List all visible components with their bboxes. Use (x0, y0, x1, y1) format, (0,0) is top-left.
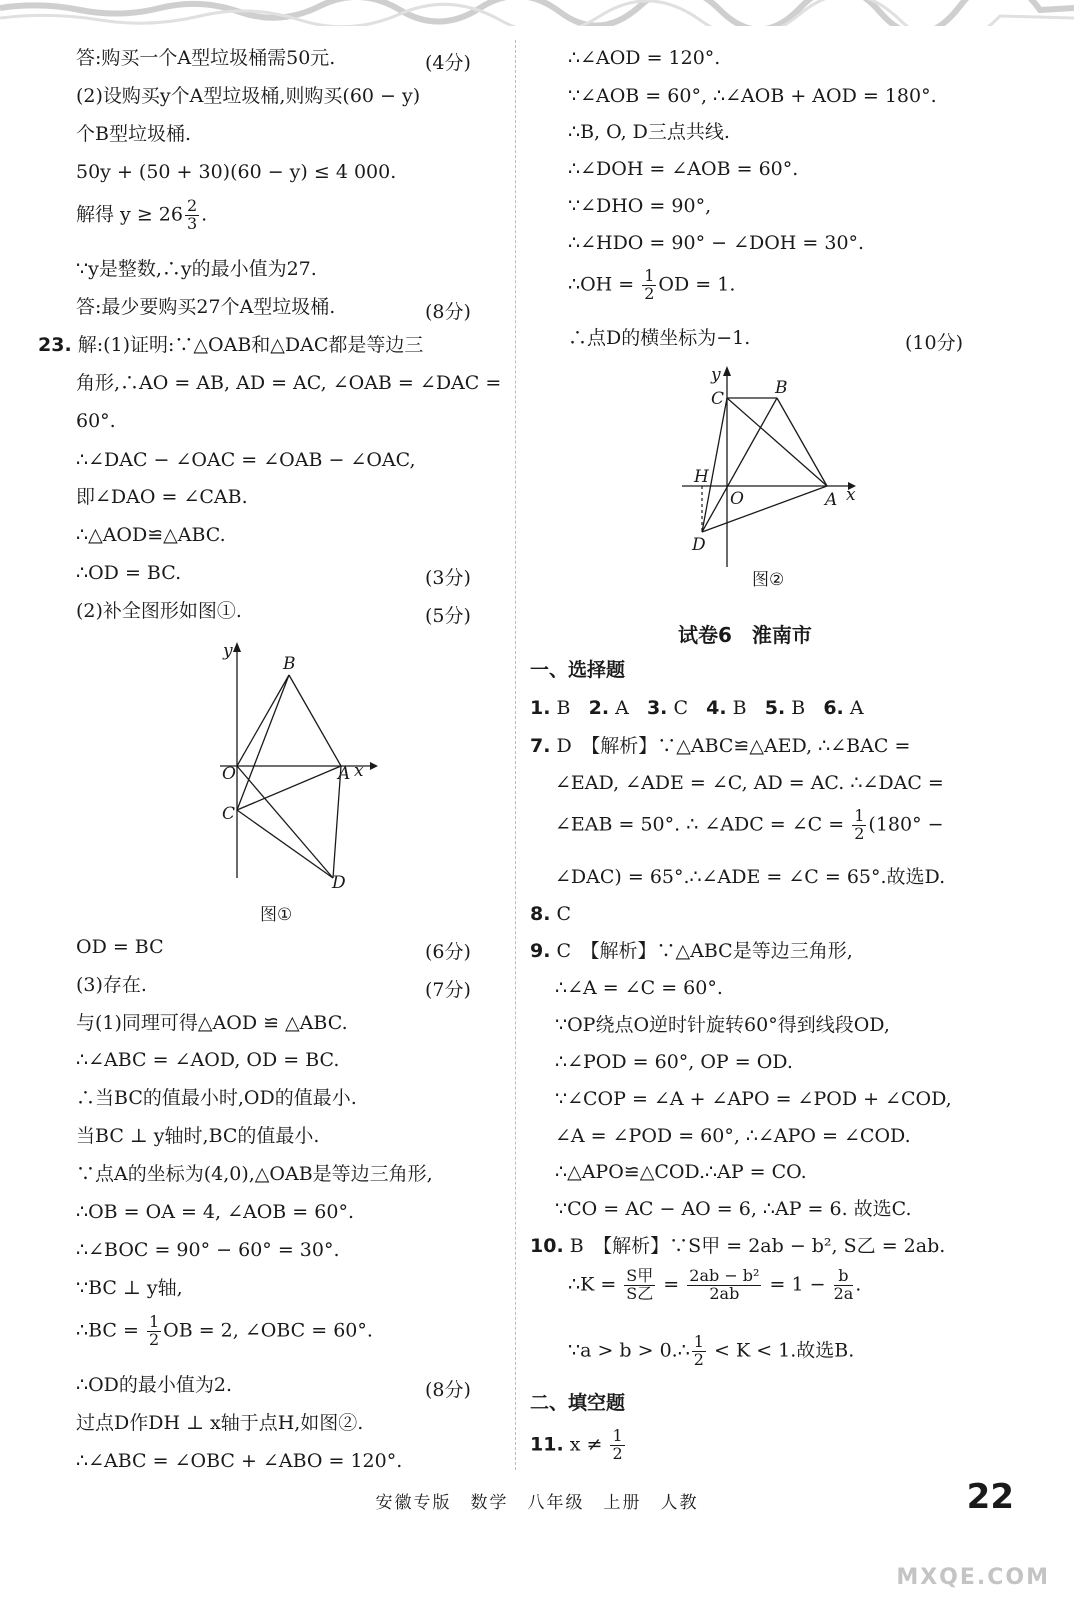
answer-choice: B (791, 697, 806, 719)
numerator: 1 (644, 266, 655, 285)
text-line: (2)设购买y个A型垃圾桶,则购买(60 − y) (76, 85, 421, 107)
text-line: ∴△APO≌△COD.∴AP = CO. (555, 1161, 807, 1183)
text-line: ∵∠DHO = 90°, (568, 195, 712, 217)
segment-CA (237, 766, 341, 810)
text-line: ∴OB = OA = 4, ∠AOB = 60°. (76, 1201, 354, 1223)
label-B: B (283, 654, 296, 674)
fraction (687, 1268, 761, 1303)
x-axis-arrow (370, 762, 378, 770)
label-x: x (846, 485, 856, 505)
label-C: C (222, 804, 236, 824)
fraction (610, 1428, 624, 1463)
part-heading: 一、选择题 (530, 659, 626, 681)
fraction (642, 268, 656, 303)
question-number: 2. (588, 697, 610, 719)
text-part: OB = 2, ∠OBC = 60°. (163, 1319, 373, 1342)
answer-choice: A (849, 697, 864, 719)
page-number: 22 (966, 1477, 1014, 1517)
text-line: ∵∠AOB = 60°, ∴∠AOB + AOD = 180°. (568, 85, 937, 107)
solution-end: . (201, 203, 208, 226)
text-line: 60°. (76, 410, 116, 432)
question-number: 9. (530, 940, 551, 962)
numerator: b (834, 1268, 854, 1286)
watermark-logo: MXQE.COM (896, 1565, 1050, 1590)
label-A: A (825, 490, 838, 510)
score-mark: (6分) (425, 941, 471, 963)
text-line: ∴B, O, D三点共线. (568, 121, 730, 143)
question-number: 1. (530, 697, 551, 719)
score-mark: (10分) (905, 332, 964, 354)
label-x: x (354, 761, 364, 781)
numerator: 1 (693, 1332, 704, 1351)
figure-2 (680, 362, 870, 572)
text-line: 当BC ⊥ y轴时,BC的值最小. (76, 1125, 320, 1147)
text-line: ∵y是整数,∴y的最小值为27. (76, 258, 317, 280)
question-number: 5. (764, 697, 786, 719)
text-line: (2)补全图形如图①. (76, 600, 242, 622)
score-mark: (8分) (425, 301, 471, 323)
y-axis-arrow (723, 366, 731, 376)
section-title: 试卷6 淮南市 (678, 623, 812, 647)
label-D: D (332, 873, 346, 893)
fraction-line (568, 268, 735, 303)
text-part: = (657, 1273, 686, 1296)
label-O: O (730, 489, 744, 509)
numerator: 2 (186, 196, 198, 215)
question-number: 23. (38, 334, 72, 356)
text-line: ∵∠COP = ∠A + ∠APO = ∠POD + ∠COD, (555, 1088, 952, 1110)
fraction (147, 1314, 161, 1349)
question-text: C 【解析】∵△ABC是等边三角形, (556, 940, 853, 962)
y-axis-arrow (233, 642, 241, 652)
question-text: D 【解析】∵△ABC≌△AED, ∴∠BAC = (556, 735, 911, 757)
text-line: ∠A = ∠POD = 60°, ∴∠APO = ∠COD. (555, 1125, 911, 1147)
denominator: 2a (833, 1283, 854, 1303)
segment-CA (727, 398, 827, 486)
text-line: ∵点A的坐标为(4,0),△OAB是等边三角形, (76, 1163, 433, 1185)
question-number: 3. (646, 697, 668, 719)
numerator: 1 (854, 806, 865, 825)
text-part: (180° − (868, 813, 944, 836)
text-line: 个B型垃圾桶. (76, 123, 192, 145)
text-part: . (855, 1273, 862, 1296)
denominator: 2 (612, 1443, 623, 1463)
denominator: 2 (693, 1349, 704, 1369)
text-line: ∵OP绕点O逆时针旋转60°得到线段OD, (555, 1014, 890, 1036)
text-line: OD = BC (76, 936, 164, 958)
label-O: O (222, 764, 236, 784)
text-line: ∠EAD, ∠ADE = ∠C, AD = AC. ∴∠DAC = (555, 772, 944, 794)
score-mark: (7分) (425, 979, 471, 1001)
answer-choice: C (673, 697, 688, 719)
segment-OB (237, 675, 289, 766)
fraction-line (555, 808, 944, 843)
figure-1 (210, 638, 380, 898)
label-A: A (338, 764, 351, 784)
label-y: y (711, 365, 721, 385)
score-mark: (5分) (425, 605, 471, 627)
denominator: 2 (148, 1329, 160, 1349)
text-line: ∴OD的最小值为2. (76, 1374, 233, 1396)
question-number: 4. (706, 697, 727, 719)
question-number: 10. (530, 1235, 564, 1257)
denominator: 2 (854, 823, 865, 843)
question-number: 7. (530, 735, 551, 757)
text-line: ∴当BC的值最小时,OD的值最小. (76, 1087, 357, 1109)
question-23 (38, 335, 423, 357)
text-line: 角形,∴AO = AB, AD = AC, ∠OAB = ∠DAC = (76, 372, 502, 394)
text-line: ∴∠ABC = ∠OBC + ∠ABO = 120°. (76, 1450, 403, 1472)
segment-OD (237, 766, 333, 878)
text-part: ∴K = (568, 1273, 623, 1296)
text-line: ∴∠A = ∠C = 60°. (555, 977, 723, 999)
text-line: 即∠DAO = ∠CAB. (76, 486, 248, 508)
label-C: C (711, 389, 725, 409)
text-line: 过点D作DH ⊥ x轴于点H,如图②. (76, 1412, 364, 1434)
segment-CD (237, 810, 333, 878)
text-line: ∵BC ⊥ y轴, (76, 1277, 183, 1299)
question-text: B 【解析】∵S甲 = 2ab − b², S乙 = 2ab. (569, 1235, 946, 1257)
text-line: ∴∠DOH = ∠AOB = 60°. (568, 158, 799, 180)
text-line: ∵CO = AC − AO = 6, ∴AP = 6. 故选C. (555, 1198, 912, 1220)
text-line: (3)存在. (76, 974, 147, 996)
segment-BA (289, 675, 341, 766)
label-B: B (775, 378, 788, 398)
denominator: 2 (644, 283, 655, 303)
segment-DA (702, 486, 827, 532)
question-8 (530, 904, 571, 926)
label-H: H (694, 467, 709, 487)
answer-choice: C (556, 903, 572, 925)
text-line: ∴∠BOC = 90° − 60° = 30°. (76, 1239, 340, 1261)
label-D: D (692, 535, 706, 555)
fraction (834, 1268, 854, 1303)
segment-BA (777, 398, 827, 486)
answer-line: 答:最少要购买27个A型垃圾桶. (76, 296, 336, 318)
fraction-line (76, 1314, 373, 1349)
text-line: ∴OD = BC. (76, 562, 182, 584)
top-decorative-band (0, 0, 1074, 26)
text-part: = 1 − (763, 1273, 832, 1296)
fraction-line (568, 1268, 861, 1303)
denominator: 3 (186, 213, 198, 233)
segment-BC (237, 675, 289, 810)
segment-BD (702, 398, 777, 532)
fraction (624, 1268, 655, 1303)
question-number: 6. (823, 697, 844, 719)
text-part: ∠EAB = 50°. ∴ ∠ADC = ∠C = (555, 813, 851, 836)
answer-row (530, 698, 864, 720)
text-part: x ≠ (569, 1433, 609, 1456)
fraction (185, 198, 199, 233)
text-line: ∴∠POD = 60°, OP = OD. (555, 1051, 793, 1073)
figure-1-caption: 图① (260, 905, 293, 925)
part-heading: 二、填空题 (530, 1392, 626, 1414)
score-mark: (3分) (425, 567, 471, 589)
question-number: 11. (530, 1433, 564, 1456)
text-line: ∴△AOD≌△ABC. (76, 524, 226, 546)
question-number: 8. (530, 903, 551, 925)
answer-choice: A (615, 697, 629, 719)
solution-text: 解得 y ≥ 26 (76, 203, 183, 226)
text-line: ∴∠HDO = 90° − ∠DOH = 30°. (568, 232, 865, 254)
segment-CD (702, 398, 727, 532)
text-part: ∵a > b > 0.∴ (568, 1339, 690, 1362)
answer-choice: B (732, 697, 747, 719)
label-y: y (223, 641, 233, 661)
answer-line: 答:购买一个A型垃圾桶需50元. (76, 47, 336, 69)
score-mark: (8分) (425, 1379, 471, 1401)
text-line: ∴∠ABC = ∠AOD, OD = BC. (76, 1049, 340, 1071)
answer-choice: B (556, 697, 571, 719)
numerator: S甲 (626, 1266, 654, 1285)
question-9 (530, 941, 853, 963)
text-part: < K < 1.故选B. (707, 1339, 855, 1362)
question-7 (530, 736, 910, 758)
fraction (852, 808, 866, 843)
figure-2-caption: 图② (752, 570, 785, 590)
fraction-line (568, 1334, 854, 1369)
page-footer: 安徽专版 数学 八年级 上册 人教 (375, 1493, 699, 1513)
text-line: ∴点D的横坐标为−1. (568, 327, 751, 349)
fraction (692, 1334, 706, 1369)
question-11 (530, 1428, 627, 1463)
text-line: 与(1)同理可得△AOD ≌ △ABC. (76, 1012, 348, 1034)
text-part: ∴BC = (76, 1319, 145, 1342)
column-divider (515, 40, 516, 1470)
numerator: 2ab − b² (689, 1266, 760, 1285)
inequality-line: 50y + (50 + 30)(60 − y) ≤ 4 000. (76, 161, 397, 183)
text-part: OD = 1. (658, 273, 736, 296)
text-line: ∴∠AOD = 120°. (568, 47, 721, 69)
solution-line (76, 198, 207, 233)
score-mark: (4分) (425, 52, 471, 74)
text-part: ∴OH = (568, 273, 641, 296)
text-line: ∴∠DAC − ∠OAC = ∠OAB − ∠OAC, (76, 449, 416, 471)
question-text: 解:(1)证明:∵△OAB和△DAC都是等边三 (77, 334, 424, 356)
denominator: 2ab (709, 1283, 740, 1303)
denominator: S乙 (626, 1283, 654, 1303)
question-10 (530, 1236, 945, 1258)
numerator: 1 (148, 1312, 160, 1331)
text-line: ∠DAC) = 65°.∴∠ADE = ∠C = 65°.故选D. (555, 866, 946, 888)
numerator: 1 (612, 1426, 623, 1445)
